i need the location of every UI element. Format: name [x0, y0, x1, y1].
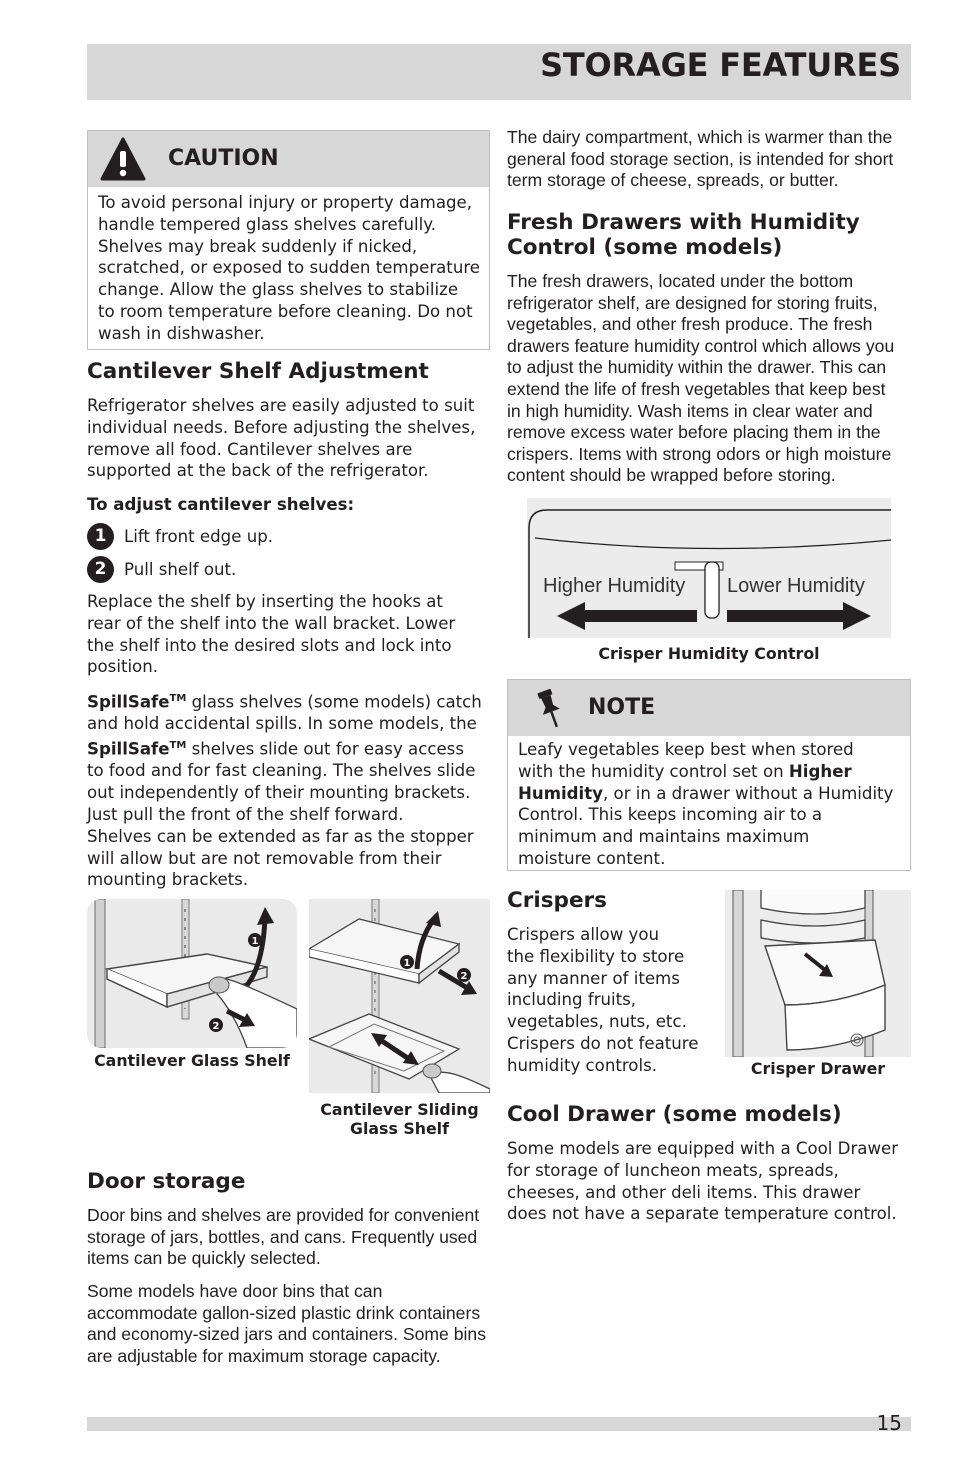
text-line: the flexibility to store: [507, 946, 685, 966]
trademark: TM: [169, 693, 187, 704]
step-text: Lift front edge up.: [124, 526, 274, 546]
crispers-paragraph: [507, 924, 698, 1077]
text-line: extend the life of fresh vegetables that keep best: [507, 378, 886, 399]
note-box: [507, 679, 911, 871]
heading-line: Fresh Drawers with Humidity: [507, 210, 860, 235]
cantilever-heading: Cantilever Shelf Adjustment: [87, 359, 429, 384]
text-line: supported at the back of the refrigerator.: [87, 461, 429, 481]
heading-line: Control (some models): [507, 235, 783, 260]
bold-text: Humidity: [518, 783, 603, 803]
steps-heading: To adjust cantilever shelves:: [87, 495, 355, 514]
text-line: The fresh drawers, located under the bottom: [507, 271, 854, 291]
figure-caption: Cantilever Glass Shelf: [94, 1051, 290, 1070]
text-span: shelves slide out for easy access: [186, 739, 464, 759]
pushpin-icon: [534, 688, 566, 730]
text-line: position.: [87, 657, 159, 677]
dairy-paragraph: [507, 127, 893, 192]
text-line: cheeses, and other deli items. This drawer: [507, 1182, 861, 1202]
text-line: humidity controls.: [507, 1055, 657, 1075]
text-line: are adjustable for maximum storage capacity.: [87, 1345, 441, 1366]
caution-title: CAUTION: [168, 146, 279, 171]
footer-bar: [87, 1417, 911, 1431]
text-line: Door bins and shelves are provided for convenient: [87, 1205, 480, 1225]
text-line: to adjust the humidity within the drawer. This can: [507, 357, 887, 378]
caution-header: [88, 131, 489, 187]
text-line: refrigerator shelf, are designed for storing fruits,: [507, 292, 878, 313]
text-line: Some models have door bins that can: [87, 1281, 383, 1301]
text-line: Some models are equipped with a Cool Drawer: [507, 1139, 899, 1158]
text-line: Leafy vegetables keep best when stored: [518, 740, 854, 759]
caution-line: change. Allow the glass shelves to stabilize: [98, 280, 459, 300]
bold-text: Higher: [788, 761, 852, 781]
door-paragraph-2: [87, 1281, 486, 1367]
text-line: remove excess water before placing them in the: [507, 422, 881, 443]
text-line: Shelves can be extended as far as the stopper: [87, 826, 474, 846]
marker-1: 1: [251, 936, 259, 947]
text-line: will allow but are not removable from their: [87, 848, 442, 868]
text-line: rear of the shelf into the wall bracket. Lower: [87, 613, 456, 633]
marker-2: 2: [212, 1021, 220, 1032]
text-line: storage of jars, bottles, and cans. Frequently used: [87, 1226, 478, 1247]
text-span: with the humidity control set on: [518, 761, 789, 781]
text-line: out independently of their mounting brackets.: [87, 783, 471, 803]
warning-icon: [100, 137, 146, 181]
text-line: moisture content.: [518, 848, 666, 868]
caution-box: [87, 130, 490, 350]
sliding-shelf-illustration: [309, 899, 490, 1093]
text-span: glass shelves (some models) catch: [186, 692, 482, 712]
marker-2: 2: [460, 971, 468, 982]
text-line: drawers feature humidity control which allows you: [507, 335, 895, 356]
text-line: items can be quickly selected.: [87, 1248, 321, 1269]
text-line: The dairy compartment, which is warmer than the: [507, 127, 893, 147]
cantilever-glass-shelf-figure: [87, 899, 297, 1048]
text-line: [87, 688, 497, 713]
note-text: [518, 739, 893, 870]
step-1: [87, 523, 273, 550]
cantilever-sliding-shelf-figure: [309, 899, 490, 1093]
text-line: minimum and maintains maximum: [518, 827, 810, 847]
text-line: individual needs. Before adjusting the shelves,: [87, 417, 476, 437]
crispers-heading: Crispers: [507, 888, 607, 913]
text-line: Refrigerator shelves are easily adjusted to suit: [87, 396, 475, 415]
text-line: [518, 761, 893, 783]
lower-humidity-label: Lower Humidity: [727, 575, 865, 597]
text-line: crispers. Items with strong odors or high moisture: [507, 443, 892, 464]
text-line: and hold accidental spills. In some models, the: [87, 714, 477, 734]
crisper-drawer-figure: [725, 890, 911, 1057]
text-line: [87, 735, 497, 760]
text-line: in high humidity. Wash items in clear water and: [507, 400, 873, 421]
cool-drawer-heading: Cool Drawer (some models): [507, 1102, 842, 1127]
text-line: and economy-sized jars and containers. Some bins: [87, 1324, 487, 1345]
replace-paragraph: [87, 591, 455, 678]
page-number: 15: [876, 1411, 902, 1435]
text-line: accommodate gallon-sized plastic drink containers: [87, 1302, 481, 1323]
figure-caption: [309, 1100, 490, 1138]
text-line: general food storage section, is intended for short: [507, 148, 894, 169]
text-line: does not have a separate temperature control.: [507, 1204, 897, 1224]
shelf-illustration: [87, 899, 297, 1048]
caution-line: wash in dishwasher.: [98, 323, 265, 343]
text-line: mounting brackets.: [87, 870, 249, 890]
caution-line: Shelves may break suddenly if nicked,: [98, 236, 418, 256]
figure-caption: Crisper Humidity Control: [598, 644, 820, 663]
caption-line: Glass Shelf: [350, 1119, 449, 1138]
text-line: [518, 783, 893, 805]
trademark: TM: [169, 740, 187, 752]
text-line: Just pull the front of the shelf forward.: [87, 805, 404, 825]
crisper-drawer-illustration: [725, 890, 911, 1057]
text-line: Replace the shelf by inserting the hooks at: [87, 592, 443, 611]
text-line: Crispers allow you: [507, 925, 660, 944]
fresh-drawers-paragraph: [507, 271, 894, 487]
spillsafe-paragraph: [87, 688, 497, 891]
door-storage-heading: Door storage: [87, 1169, 246, 1194]
step-text: Pull shelf out.: [124, 559, 237, 579]
text-line: remove all food. Cantilever shelves are: [87, 439, 413, 459]
humidity-control-illustration: [527, 498, 891, 638]
step-number-badge: 2: [87, 556, 114, 583]
marker-1: 1: [403, 958, 411, 969]
caution-line: to room temperature before cleaning. Do not: [98, 301, 473, 321]
text-line: content should be wrapped before storing.: [507, 465, 836, 486]
caption-line: Cantilever Sliding: [320, 1100, 479, 1119]
text-line: Control. This keeps incoming air to a: [518, 805, 823, 825]
fresh-drawers-heading: [507, 210, 860, 260]
higher-humidity-label: Higher Humidity: [543, 575, 686, 597]
text-line: the shelf into the desired slots and lock into: [87, 635, 452, 655]
caution-text: [98, 192, 480, 345]
text-span: , or in a drawer without a Humidity: [603, 783, 894, 803]
spillsafe-brand: SpillSafe: [87, 692, 170, 712]
text-line: including fruits,: [507, 990, 637, 1010]
text-line: any manner of items: [507, 968, 680, 988]
caution-line: handle tempered glass shelves carefully.: [98, 214, 436, 234]
door-paragraph-1: [87, 1205, 479, 1270]
text-line: Crispers do not feature: [507, 1033, 699, 1053]
text-line: for storage of luncheon meats, spreads,: [507, 1160, 839, 1180]
step-number-badge: 1: [87, 523, 114, 550]
text-line: vegetables, nuts, etc.: [507, 1012, 687, 1032]
header-bar: [87, 44, 911, 100]
spillsafe-brand: SpillSafe: [87, 739, 170, 759]
caution-line: To avoid personal injury or property damage,: [98, 193, 473, 212]
page-title: STORAGE FEATURES: [540, 46, 901, 84]
figure-caption: Crisper Drawer: [750, 1059, 886, 1078]
text-line: vegetables, and other fresh produce. The fresh: [507, 314, 873, 335]
note-header: [508, 680, 910, 736]
cantilever-intro: [87, 395, 475, 482]
caution-line: scratched, or exposed to sudden temperature: [98, 258, 480, 278]
humidity-control-figure: [527, 498, 891, 638]
cool-drawer-paragraph: [507, 1138, 898, 1225]
step-2: [87, 556, 236, 583]
text-line: to food and for fast cleaning. The shelves slide: [87, 761, 476, 781]
note-title: NOTE: [588, 695, 656, 720]
text-line: term storage of cheese, spreads, or butter.: [507, 170, 839, 191]
